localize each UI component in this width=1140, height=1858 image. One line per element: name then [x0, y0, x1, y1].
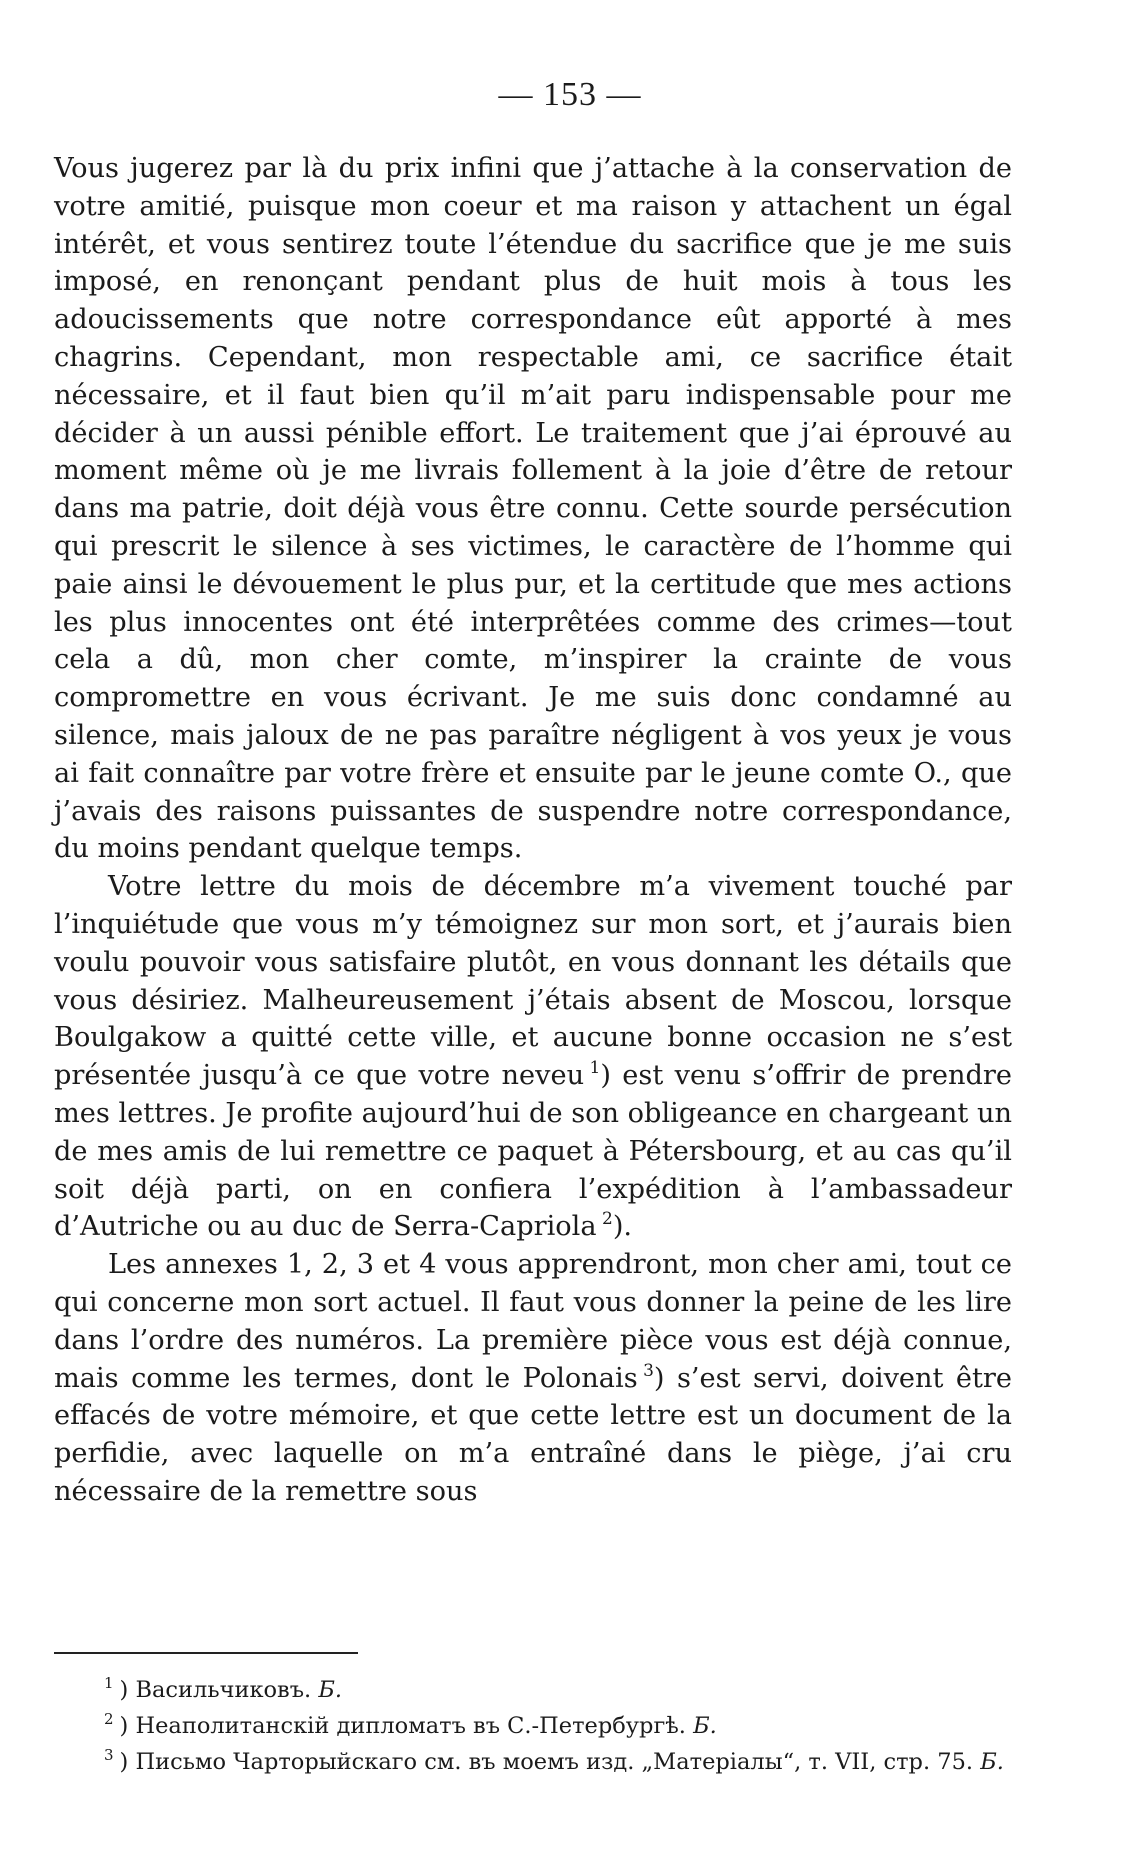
footnote-1-mark: 1	[104, 1674, 114, 1692]
paragraph-1-text: Vous jugerez par là du prix infini que j’attache à la conservation de votre amitié, puisque mon coeur et ma raison y attachent un égal intérêt, et vous sentirez toute l’étendue du sacrifice que je me suis imposé, en renonçant pendant plus de huit mois à tous les adoucissements que notre correspondance eût apporté à mes chagrins. Cependant, mon respectable ami, ce sacrifice était nécessaire, et il faut bien qu’il m’ait paru indispensable pour me décider à un aussi pénible effort. Le traitement que j’ai éprouvé au moment même où je me livrais follement à la joie d’être de retour dans ma patrie, doit déjà vous être connu. Cette sourde persécution qui prescrit le silence à ses victimes, le caractère de l’homme qui paie ainsi le dévouement le plus pur, et la certitude que mes actions les plus innocentes ont été interprêtées comme des crimes—tout cela a dû, mon cher comte, m’inspirer la crainte de vous compromettre en vous écrivant. Je me suis donc condamné au silence, mais jaloux de ne pas paraître négligent à vos yeux je vous ai fait connaître par votre frère et ensuite par le jeune comte O., que j’avais des raisons puissantes de suspendre notre correspondance, du moins pendant quelque temps.	[54, 153, 1012, 865]
footnote-2-mark: 2	[104, 1710, 114, 1728]
footnote-3-mark: 3	[104, 1746, 114, 1764]
footnote-1	[104, 1672, 1024, 1708]
footnote-3-text: ) Письмо Чарторыйскаго см. въ моемъ изд. „Матеріалы“, т. VII, стр. 75.	[119, 1749, 981, 1775]
footnote-3-source: Б.	[980, 1749, 1004, 1775]
footnote-ref-3: 3	[643, 1360, 654, 1381]
footnote-ref-2: 2	[602, 1209, 613, 1230]
footnote-2	[104, 1708, 1024, 1744]
footnotes	[104, 1672, 1024, 1780]
paragraph-2-text-c: ).	[612, 1211, 633, 1243]
footnote-3	[104, 1744, 1024, 1780]
paragraph-2-text-b: ) est venu s’offrir de prendre mes lettres. Je profite aujourd’hui de son obligeance en chargeant un de mes amis de lui remettre ce paquet à Pétersbourg, et au cas qu’il soit déjà parti, on en confiera l’expédition à l’ambassadeur d’Autriche ou au duc de Serra-Capriola	[54, 1060, 1012, 1243]
footnote-1-text: ) Васильчиковъ.	[119, 1677, 319, 1703]
page-number: — 153 —	[498, 76, 642, 113]
footnote-rule	[54, 1652, 358, 1654]
paragraph-2-text-a: Votre lettre du mois de décembre m’a vivement touché par l’inquiétude que vous m’y témoignez sur mon sort, et j’aurais bien voulu pouvoir vous satisfaire plutôt, en vous donnant les détails que vous désiriez. Malheureusement j’étais absent de Moscou, lorsque Boulgakow a quitté cette ville, et aucune bonne occasion ne s’est présentée jusqu’à ce que votre neveu	[54, 871, 1012, 1092]
footnote-ref-1: 1	[589, 1058, 601, 1079]
footnote-2-text: ) Неаполитанскій дипломатъ въ С.-Петербургѣ.	[119, 1713, 694, 1739]
main-text	[54, 150, 1012, 1511]
paragraph-3-text-a: Les annexes 1, 2, 3 et 4 vous apprendront, mon cher ami, tout ce qui concerne mon sort actuel. Il faut vous donner la peine de les lire dans l’ordre des numéros. La première pièce vous est déjà connue, mais comme les termes, dont le Polonais	[54, 1249, 1012, 1394]
footnote-2-source: Б.	[693, 1713, 717, 1739]
paragraph-3-text-b: ) s’est servi, doivent être effacés de votre mémoire, et que cette lettre est un document de la perfidie, avec laquelle on m’a entraîné dans le piège, j’ai cru nécessaire de la remettre sous	[54, 1362, 1012, 1507]
footnote-1-source: Б.	[318, 1677, 343, 1703]
paragraph-2	[54, 868, 1012, 1246]
paragraph-1	[54, 150, 1012, 868]
paragraph-3	[54, 1246, 1012, 1511]
